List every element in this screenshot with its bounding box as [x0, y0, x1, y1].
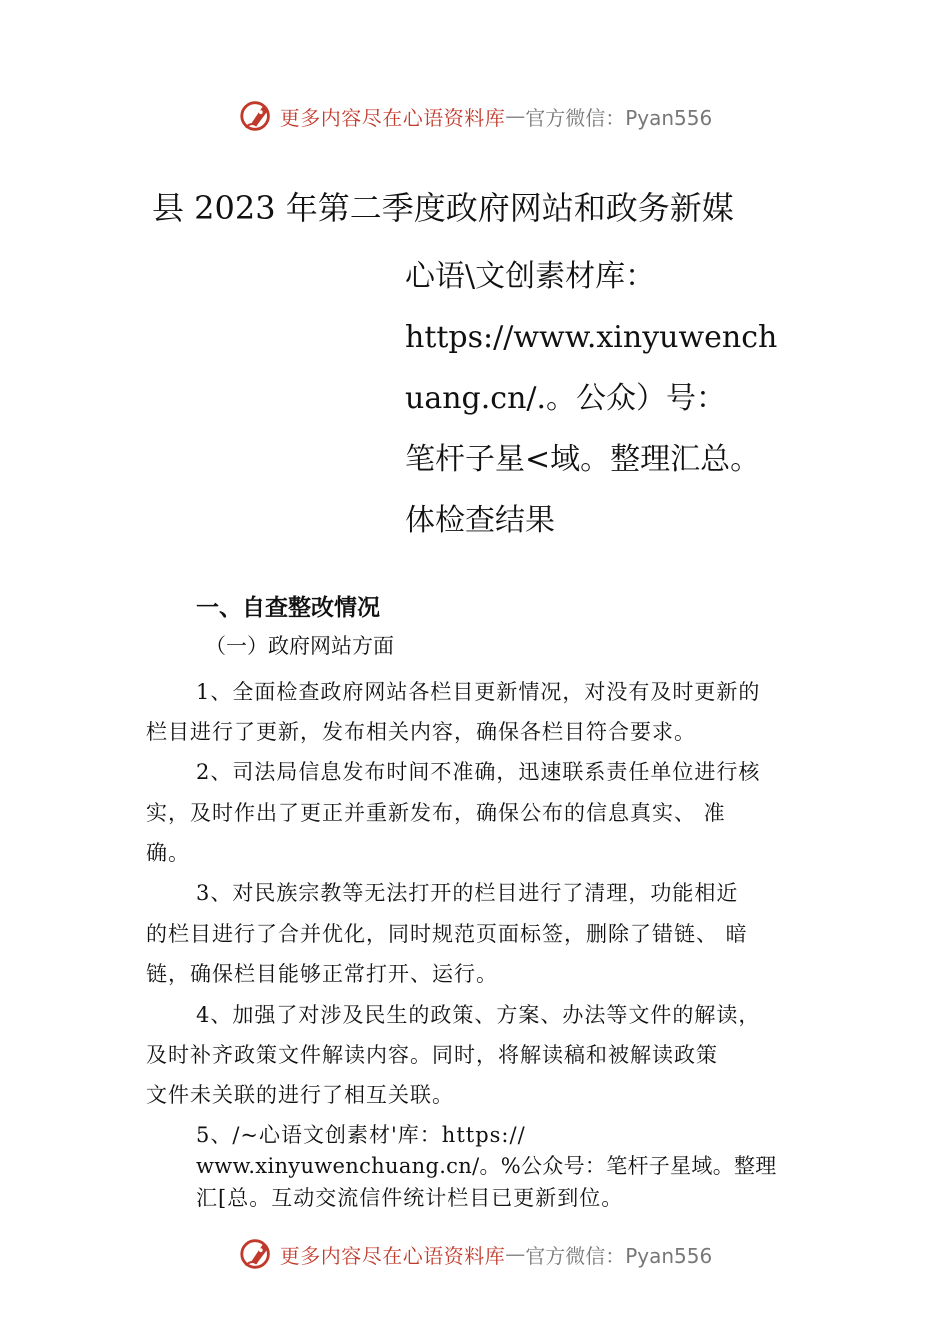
watermark-dash: — [505, 104, 526, 128]
subsection-heading: （一）政府网站方面 [205, 634, 394, 658]
inserted-watermark-block [405, 246, 845, 551]
body-line: 5、/~心语文创素材'库：https:// [196, 1123, 526, 1147]
body-line: 实，及时作出了更正并重新发布，确保公布的信息真实、 准 [146, 801, 726, 825]
insert-line: 心语\文创素材库： [405, 259, 656, 294]
watermark-contact: 官方微信：Pyan556 [525, 105, 713, 130]
watermark-banner-top [0, 96, 950, 136]
watermark-text: 更多内容尽在心语资料库 [279, 105, 506, 130]
watermark-dash: — [505, 1242, 526, 1266]
insert-line: https://www.xinyuwench [405, 320, 778, 355]
body-line: www.xinyuwenchuang.cn/。%公众号：笔杆子星域。整理 [196, 1154, 777, 1178]
section-heading: 一、自查整改情况 [196, 595, 380, 621]
insert-line: 笔杆子星<域。整理汇总。 [405, 442, 761, 477]
body-line: 栏目进行了更新，发布相关内容，确保各栏目符合要求。 [146, 720, 696, 744]
pen-nib-logo-icon [238, 97, 276, 135]
body-line: 链，确保栏目能够正常打开、运行。 [146, 962, 498, 986]
body-line: 2、司法局信息发布时间不准确，迅速联系责任单位进行核 [196, 760, 761, 784]
watermark-text: 更多内容尽在心语资料库 [279, 1243, 506, 1268]
watermark-contact: 官方微信：Pyan556 [525, 1243, 713, 1268]
insert-line: uang.cn/.。公众）号： [405, 381, 727, 416]
body-line: 及时补齐政策文件解读内容。同时，将解读稿和被解读政策 [146, 1043, 718, 1067]
body-line: 的栏目进行了合并优化，同时规范页面标签，删除了错链、 暗 [146, 922, 748, 946]
pen-nib-logo-icon [238, 1235, 276, 1273]
insert-line: 体检查结果 [405, 503, 555, 538]
body-line: 汇[总。互动交流信件统计栏目已更新到位。 [196, 1186, 624, 1210]
watermark-banner-bottom [0, 1234, 950, 1274]
body-line: 4、加强了对涉及民生的政策、方案、办法等文件的解读， [196, 1003, 761, 1027]
body-line: 文件未关联的进行了相互关联。 [146, 1083, 454, 1107]
body-line: 确。 [146, 841, 190, 865]
body-line: 1、全面检查政府网站各栏目更新情况，对没有及时更新的 [196, 680, 761, 704]
body-line: 3、对民族宗教等无法打开的栏目进行了清理，功能相近 [196, 881, 739, 905]
document-title: 县 2023 年第二季度政府网站和政务新媒 [152, 189, 734, 227]
